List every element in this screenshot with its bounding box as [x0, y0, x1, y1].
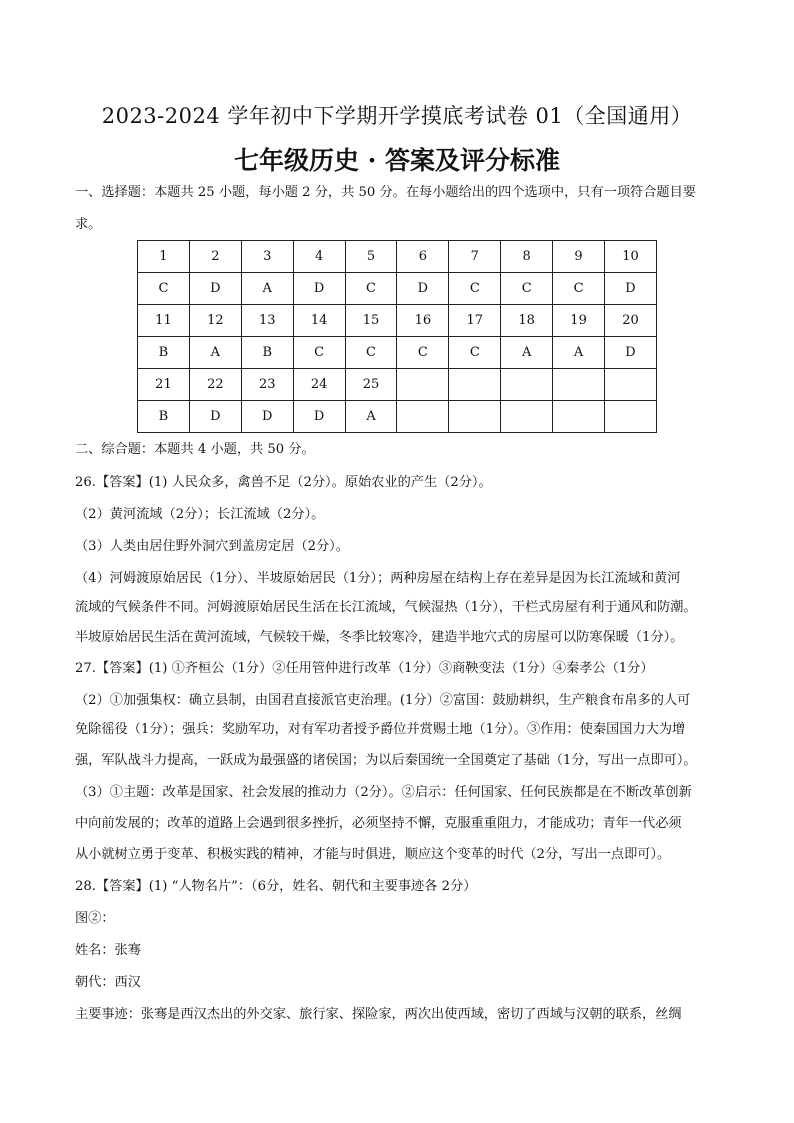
- question-number-cell: 24: [293, 369, 345, 401]
- section1-instruction: 一、选择题：本题共 25 小题，每小题 2 分，共 50 分。在每小题给出的四个选项中，只有一项符合题目要: [75, 185, 696, 200]
- q26-answer-line: 半坡原始居民生活在黄河流域，气候较干燥，冬季比较寒冷，建造半地穴式的房屋可以防寒保暖（1分）。: [75, 630, 684, 645]
- question-number-cell: 23: [241, 369, 293, 401]
- answer-key-cell: D: [241, 401, 293, 433]
- answer-key-cell: A: [189, 337, 241, 369]
- question-number-cell: 6: [397, 241, 449, 273]
- question-number-cell: 3: [241, 241, 293, 273]
- answer-key-cell: B: [138, 401, 190, 433]
- answer-table: [137, 240, 657, 433]
- answer-key-cell: D: [293, 273, 345, 305]
- question-number-cell: 2: [189, 241, 241, 273]
- question-number-cell: 17: [449, 305, 501, 337]
- answer-key-cell: A: [241, 273, 293, 305]
- exam-title: 2023-2024 学年初中下学期开学摸底考试卷 01（全国通用）: [101, 104, 693, 128]
- q28-answer-line: 朝代：西汉: [75, 975, 141, 990]
- answer-key-cell: C: [138, 273, 190, 305]
- section1-instruction-cont: 求。: [75, 217, 102, 232]
- question-number-cell: 22: [189, 369, 241, 401]
- answer-key-cell: D: [189, 401, 241, 433]
- q28-answer-line: 28.【答案】(1) “人物名片”：（6分，姓名、朝代和主要事迹各 2分）: [75, 879, 477, 894]
- q27-answer-line: 从小就树立勇于变革、积极实践的精神，才能与时俱进，顺应这个变革的时代（2分，写出一点即可）。: [75, 847, 671, 862]
- answer-key-cell: [501, 401, 553, 433]
- answer-key-cell: D: [293, 401, 345, 433]
- answer-key-cell: [397, 401, 449, 433]
- question-number-cell: 15: [345, 305, 397, 337]
- question-number-row: [138, 241, 657, 273]
- answer-key-cell: D: [189, 273, 241, 305]
- question-number-cell: 13: [241, 305, 293, 337]
- question-number-cell: [605, 369, 657, 401]
- answer-key-cell: [449, 401, 501, 433]
- answer-key-cell: A: [501, 337, 553, 369]
- q27-answer-line: 中向前发展的；改革的道路上会遇到很多挫折，必须坚持不懈，克服重重阻力，才能成功；青年一代必须: [75, 816, 682, 831]
- q27-answer-line: 免除徭役（1分）；强兵：奖励军功，对有军功者授予爵位并赏赐土地（1分）。③作用：使秦国国力大为增: [75, 722, 686, 737]
- question-number-row: [138, 369, 657, 401]
- answer-key-row: [138, 337, 657, 369]
- answer-key-cell: A: [553, 337, 605, 369]
- answer-key-cell: C: [449, 337, 501, 369]
- question-number-row: [138, 305, 657, 337]
- answer-key-cell: [553, 401, 605, 433]
- q27-answer-line: 强，军队战斗力提高，一跃成为最强盛的诸侯国；为以后秦国统一全国奠定了基础（1分，写出一点即可）。: [75, 753, 697, 768]
- answer-key-cell: C: [345, 273, 397, 305]
- answer-key-cell: C: [293, 337, 345, 369]
- q26-answer-line: 26.【答案】(1) 人民众多，禽兽不足（2分）。原始农业的产生（2分）。: [75, 475, 492, 490]
- answer-key-cell: C: [501, 273, 553, 305]
- answer-key-cell: [605, 401, 657, 433]
- question-number-cell: 4: [293, 241, 345, 273]
- answer-key-row: [138, 401, 657, 433]
- question-number-cell: 18: [501, 305, 553, 337]
- answer-key-cell: C: [345, 337, 397, 369]
- q26-answer-line: （2）黄河流域（2分）；长江流域（2分）。: [75, 507, 325, 522]
- q26-answer-line: （4）河姆渡原始居民（1分）、半坡原始居民（1分）；两种房屋在结构上存在差异是因为长江流域和黄河: [75, 571, 681, 586]
- exam-subtitle: 七年级历史 · 答案及评分标准: [233, 146, 561, 175]
- q26-answer-line: （3）人类由居住野外洞穴到盖房定居（2分）。: [75, 539, 349, 554]
- question-number-cell: 5: [345, 241, 397, 273]
- q28-answer-line: 主要事迹：张骞是西汉杰出的外交家、旅行家、探险家，两次出使西域，密切了西域与汉朝的联系，丝绸: [75, 1007, 682, 1022]
- question-number-cell: 20: [605, 305, 657, 337]
- q28-answer-line: 图②：: [75, 911, 115, 926]
- question-number-cell: 16: [397, 305, 449, 337]
- question-number-cell: 9: [553, 241, 605, 273]
- q27-answer-line: （3）①主题：改革是国家、社会发展的推动力（2分）。②启示：任何国家、任何民族都是在不断改革创新: [75, 785, 692, 800]
- answer-key-cell: D: [397, 273, 449, 305]
- question-number-cell: 1: [138, 241, 190, 273]
- question-number-cell: [397, 369, 449, 401]
- question-number-cell: 10: [605, 241, 657, 273]
- question-number-cell: 25: [345, 369, 397, 401]
- answer-key-cell: A: [345, 401, 397, 433]
- answer-key-cell: D: [605, 273, 657, 305]
- answer-key-cell: B: [241, 337, 293, 369]
- question-number-cell: 14: [293, 305, 345, 337]
- q27-answer-line: 27.【答案】(1) ①齐桓公（1分）②任用管仲进行改革（1分）③商鞅变法（1分）④秦孝公（1分）: [75, 661, 654, 676]
- question-number-cell: 7: [449, 241, 501, 273]
- question-number-cell: [553, 369, 605, 401]
- answer-key-row: [138, 273, 657, 305]
- q27-answer-line: （2）①加强集权：确立县制，由国君直接派官吏治理。(1分）②富国：鼓励耕织，生产粮食布帛多的人可: [75, 693, 691, 708]
- question-number-cell: 11: [138, 305, 190, 337]
- answer-key-cell: C: [553, 273, 605, 305]
- section2-heading: 二、综合题：本题共 4 小题，共 50 分。: [75, 442, 315, 457]
- question-number-cell: 21: [138, 369, 190, 401]
- question-number-cell: 19: [553, 305, 605, 337]
- question-number-cell: 12: [189, 305, 241, 337]
- question-number-cell: 8: [501, 241, 553, 273]
- q26-answer-line: 流域的气候条件不同。河姆渡原始居民生活在长江流域，气候湿热（1分），干栏式房屋有利于通风和防潮。: [75, 600, 697, 615]
- answer-key-cell: D: [605, 337, 657, 369]
- question-number-cell: [449, 369, 501, 401]
- answer-key-cell: C: [397, 337, 449, 369]
- question-number-cell: [501, 369, 553, 401]
- answer-key-cell: C: [449, 273, 501, 305]
- answer-key-cell: B: [138, 337, 190, 369]
- q28-answer-line: 姓名：张骞: [75, 943, 141, 958]
